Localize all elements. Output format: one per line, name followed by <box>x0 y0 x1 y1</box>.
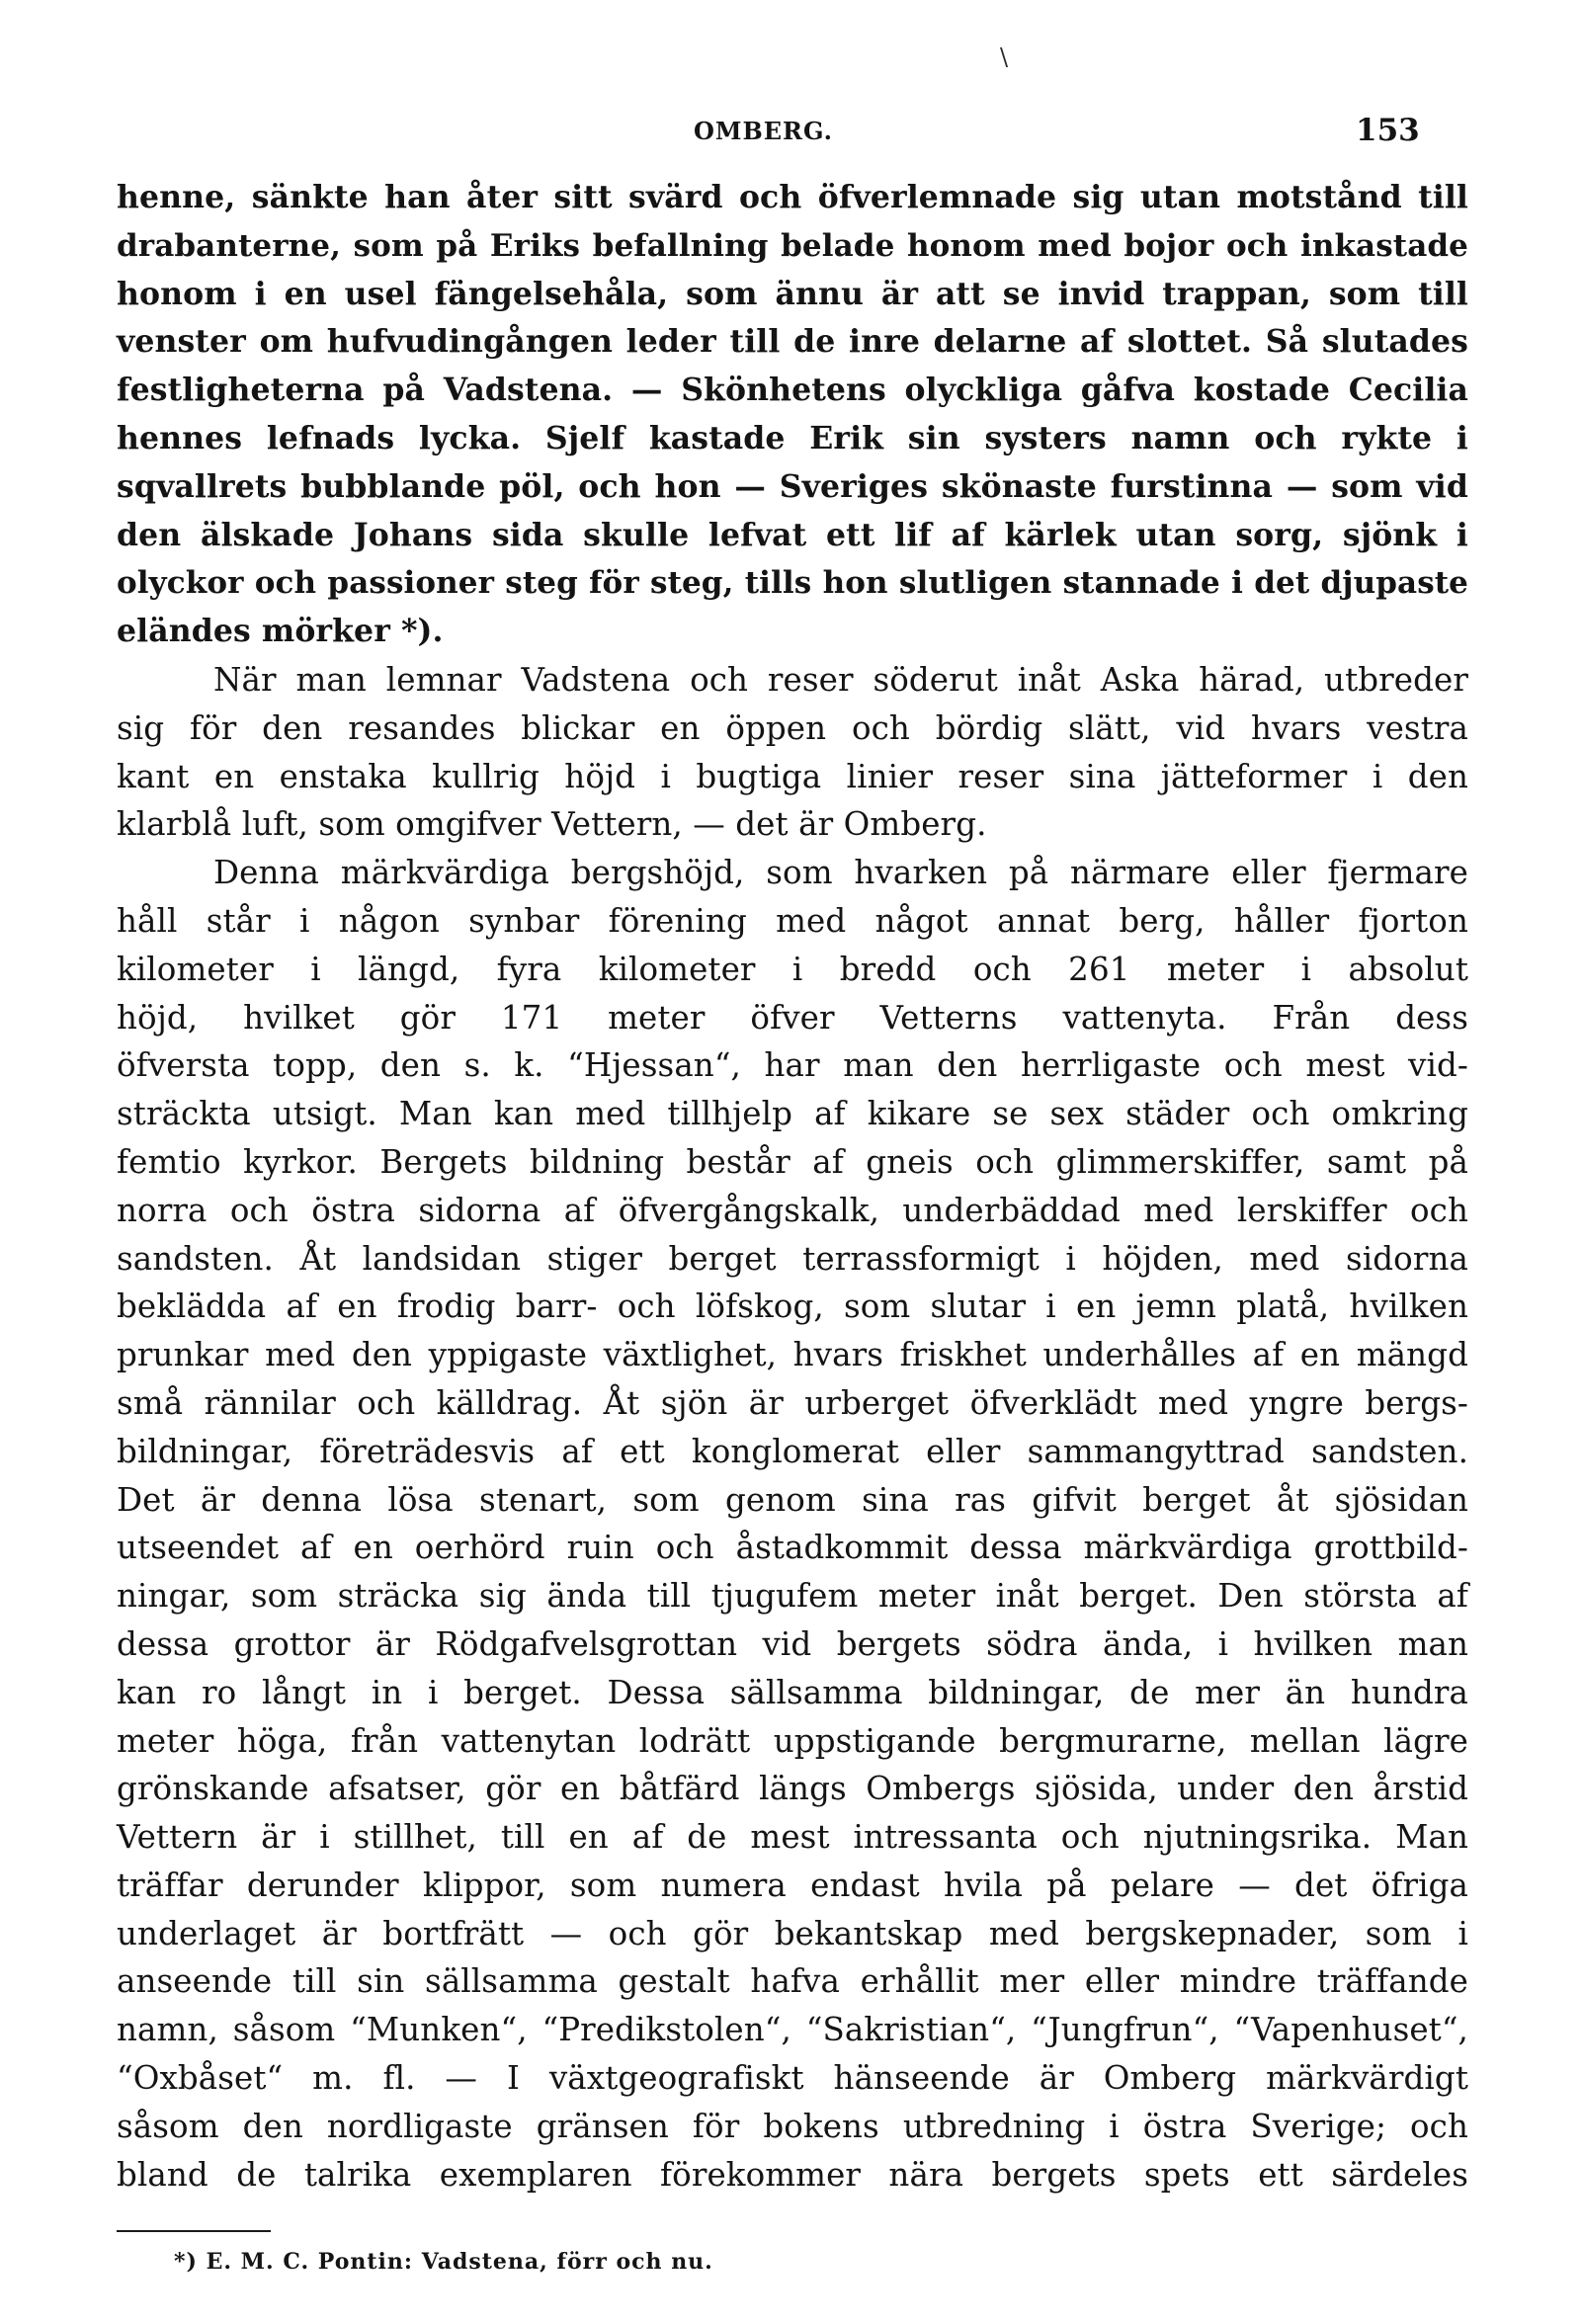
text-line: kan ro långt in i berget. Dessa sällsamma bildningar, de mer än hundra <box>117 1673 1468 1711</box>
page-mark: \ <box>1000 43 1009 71</box>
text-line: Det är denna lösa stenart, som genom sina ras gifvit berget åt sjösidan <box>117 1480 1468 1519</box>
text-line: “Oxbåset“ m. fl. — I växtgeografiskt hänseende är Omberg märkvärdigt <box>117 2059 1468 2098</box>
body-text <box>117 174 1468 2199</box>
text-line: beklädda af en frodig barr- och löfskog, som slutar i en jemn platå, hvilken <box>117 1287 1468 1326</box>
text-line: kant en enstaka kullrig höjd i bugtiga linier reser sina jätteformer i den <box>117 757 1468 795</box>
text-line: utseendet af en oerhörd ruin och åstadkommit dessa märkvärdiga grottbild- <box>117 1529 1468 1567</box>
text-line: sig för den resandes blickar en öppen och bördig slätt, vid hvars vestra <box>117 708 1468 747</box>
text-line: såsom den nordligaste gränsen för bokens utbredning i östra Sverige; och <box>117 2107 1468 2145</box>
text-line: anseende till sin sällsamma gestalt hafva erhållit mer eller mindre träffande <box>117 1962 1468 2001</box>
text-line: meter höga, från vattenytan lodrätt uppstigande bergmurarne, mellan lägre <box>117 1721 1468 1760</box>
text-line: venster om hufvudingången leder till de inre delarne af slottet. Så slutades <box>117 323 1468 361</box>
text-line: festligheterna på Vadstena. — Skönhetens olyckliga gåfva kostade Cecilia <box>117 372 1468 409</box>
text-line: öfversta topp, den s. k. “Hjessan“, har man den herrligaste och mest vid- <box>117 1046 1468 1085</box>
text-line: höjd, hvilket gör 171 meter öfver Vetterns vattenyta. Från dess <box>117 998 1468 1037</box>
text-line: olyckor och passioner steg för steg, tills hon slutligen stannade i det djupaste <box>117 565 1468 602</box>
text-line: små rännilar och källdrag. Åt sjön är urberget öfverklädt med yngre bergs- <box>117 1383 1468 1422</box>
text-line: kilometer i längd, fyra kilometer i bredd och 261 meter i absolut <box>117 950 1468 988</box>
text-line: sqvallrets bubblande pöl, och hon — Sveriges skönaste furstinna — som vid <box>117 467 1468 505</box>
running-title: OMBERG. <box>694 117 833 145</box>
footnote: *) E. M. C. Pontin: Vadstena, förr och nu. <box>174 2249 713 2275</box>
text-line: drabanterne, som på Eriks befallning belade honom med bojor och inkastade <box>117 227 1468 264</box>
text-line: henne, sänkte han åter sitt svärd och öfverlemnade sig utan motstånd till <box>117 179 1468 215</box>
text-line: den älskade Johans sida skulle lefvat ett lif af kärlek utan sorg, sjönk i <box>117 516 1468 553</box>
text-line: sträckta utsigt. Man kan med tillhjelp af kikare se sex städer och omkring <box>117 1095 1468 1133</box>
text-line: namn, såsom “Munken“, “Predikstolen“, “Sakristian“, “Jungfrun“, “Vapenhuset“, <box>117 2011 1468 2049</box>
text-line: dessa grottor är Rödgafvelsgrottan vid bergets södra ända, i hvilken man <box>117 1624 1468 1663</box>
text-line: honom i en usel fängelsehåla, som ännu är att se invid trappan, som till <box>117 275 1468 312</box>
text-line: Vettern är i stillhet, till en af de mest intressanta och njutningsrika. Man <box>117 1818 1468 1857</box>
text-line: sandsten. Åt landsidan stiger berget terrassformigt i höjden, med sidorna <box>117 1239 1468 1278</box>
text-line: bland de talrika exemplaren förekommer nära bergets spets ett särdeles <box>117 2155 1468 2194</box>
text-line: bildningar, företrädesvis af ett konglomerat eller sammangyttrad sandsten. <box>117 1432 1468 1470</box>
text-line: När man lemnar Vadstena och reser söderut inåt Aska härad, utbreder <box>213 660 1468 699</box>
text-line: håll står i någon synbar förening med något annat berg, håller fjorton <box>117 901 1468 940</box>
running-header <box>0 113 1581 156</box>
page-number: 153 <box>1356 113 1420 148</box>
text-line: träffar derunder klippor, som numera endast hvila på pelare — det öfriga <box>117 1866 1468 1904</box>
text-line: ningar, som sträcka sig ända till tjugufem meter inåt berget. Den största af <box>117 1577 1468 1616</box>
text-line: norra och östra sidorna af öfvergångskalk, underbäddad med lerskiffer och <box>117 1191 1468 1229</box>
text-line: grönskande afsatser, gör en båtfärd längs Ombergs sjösida, under den årstid <box>117 1770 1468 1808</box>
text-line: prunkar med den yppigaste växtlighet, hvars friskhet underhålles af en mängd <box>117 1336 1468 1374</box>
text-line: klarblå luft, som omgifver Vettern, — det är Omberg. <box>117 805 987 844</box>
text-line: hennes lefnads lycka. Sjelf kastade Erik sin systers namn och rykte i <box>117 419 1468 456</box>
text-line: femtio kyrkor. Bergets bildning består af gneis och glimmerskiffer, samt på <box>117 1142 1468 1181</box>
text-line: eländes mörker *). <box>117 613 444 650</box>
text-line: underlaget är bortfrätt — och gör bekantskap med bergskepnader, som i <box>117 1914 1468 1952</box>
text-line: Denna märkvärdiga bergshöjd, som hvarken på närmare eller fjermare <box>213 854 1468 892</box>
footnote-rule <box>117 2230 271 2232</box>
